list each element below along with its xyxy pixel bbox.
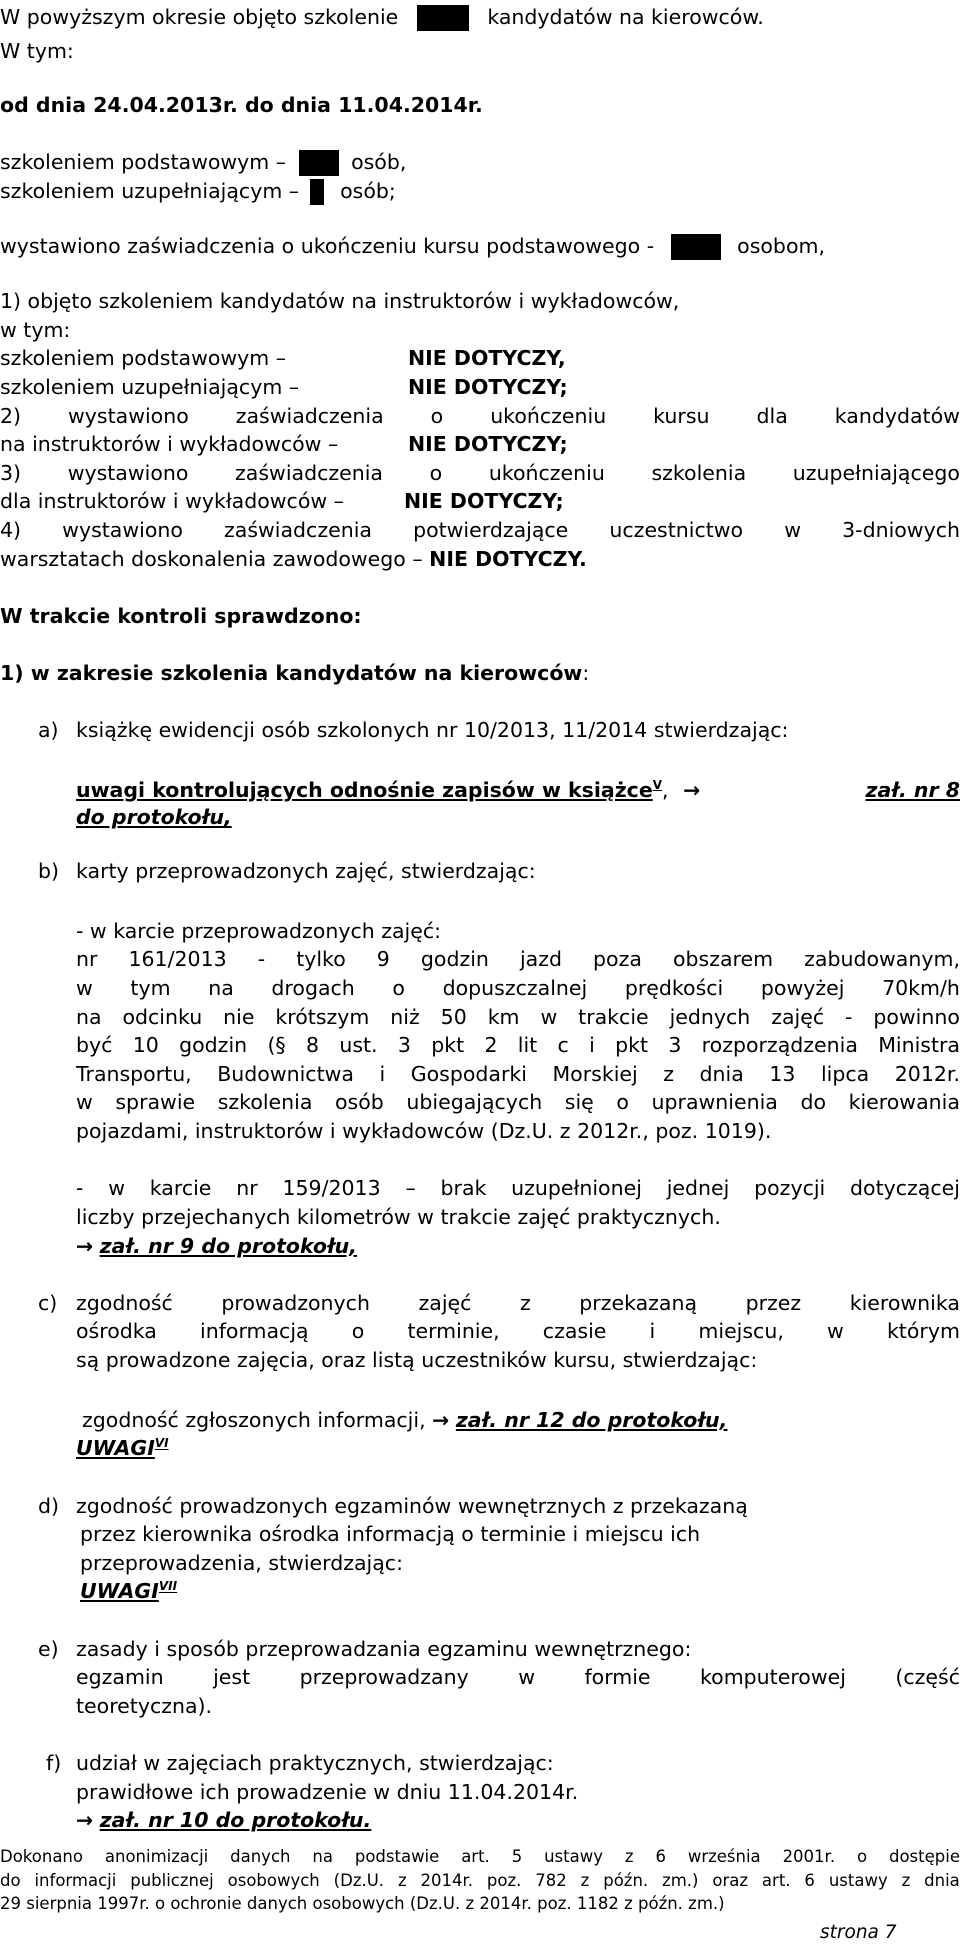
word: i <box>589 1033 595 1058</box>
word: o <box>392 976 405 1000</box>
word: nr <box>236 1176 258 1201</box>
word: z <box>519 1290 531 1315</box>
word: 2014r. <box>420 1870 474 1890</box>
point-3-line-2: dla instruktorów i wykładowców – <box>0 489 344 514</box>
footnote-ref: VII <box>158 1579 178 1594</box>
word: 8 <box>305 1033 320 1058</box>
word: godzin <box>420 947 489 972</box>
word: publicznej <box>130 1870 214 1890</box>
word: być <box>76 1033 113 1058</box>
supplementary-training-unit: osób; <box>340 178 396 203</box>
word: przez <box>745 1290 802 1315</box>
word: ust. <box>339 1033 378 1058</box>
instructors-basic-label: szkoleniem podstawowym – <box>0 346 287 371</box>
word: Budownictwa <box>217 1061 354 1086</box>
word: w <box>827 1319 844 1344</box>
word: sprawie <box>115 1090 196 1115</box>
word: ustawy <box>544 1846 603 1866</box>
word: uprawnienia <box>651 1090 778 1115</box>
attachment-ref-9: zał. nr 9 do protokołu, <box>99 1233 358 1258</box>
word: c <box>557 1033 569 1058</box>
item-c-line-1 <box>76 1290 960 1315</box>
word: danych <box>230 1846 291 1866</box>
word: zaświadczenia <box>235 460 383 485</box>
point-4-line-1 <box>0 520 960 541</box>
word: o <box>429 460 443 485</box>
card-line-7: pojazdami, instruktorów i wykładowców (Dz.U. z 2012r., poz. 1019). <box>76 1119 772 1144</box>
footer-line-1 <box>0 1846 960 1866</box>
word: osobowych <box>227 1870 320 1890</box>
word: dnia <box>924 1870 960 1890</box>
word: godzin <box>179 1033 248 1058</box>
point-2-value: NIE DOTYCZY; <box>408 432 568 457</box>
arrow-icon: → <box>683 778 701 802</box>
word: 3 <box>668 1033 682 1058</box>
item-e-line-2 <box>76 1667 960 1688</box>
arrow-icon: → <box>76 1233 94 1258</box>
word: miejscu, <box>698 1319 784 1344</box>
point-2-line-2: na instruktorów i wykładowców – <box>0 432 339 457</box>
item-b-text: karty przeprowadzonych zajęć, stwierdzając: <box>76 859 536 884</box>
word: nie <box>223 1004 255 1029</box>
instructors-basic <box>0 348 286 369</box>
word: szkolenia <box>651 460 747 485</box>
word: do <box>800 1090 827 1115</box>
word: km <box>487 1004 520 1029</box>
word: prędkości <box>624 976 724 1000</box>
word: brak <box>440 1176 487 1201</box>
instructors-line-1: 1) objęto szkoleniem kandydatów na instruktorów i wykładowców, <box>0 289 680 313</box>
word: poza <box>593 947 642 972</box>
word: zabudowanym, <box>804 947 960 972</box>
item-d-line-2: przez kierownika ośrodka informacją o terminie i miejscu ich <box>80 1522 701 1547</box>
attachment-ref-12: zał. nr 12 do protokołu, <box>455 1407 728 1432</box>
word: się <box>564 1090 594 1115</box>
word: 782 <box>535 1870 567 1890</box>
basic-training-unit: osób, <box>351 150 407 175</box>
word: dnia <box>699 1061 744 1086</box>
card-line-6 <box>76 1092 960 1113</box>
word: jazd <box>519 947 562 972</box>
word: krótszym <box>275 1004 370 1029</box>
word: wystawiono <box>67 460 189 485</box>
word: wystawiono <box>62 518 183 542</box>
control-heading: W trakcie kontroli sprawdzono: <box>0 603 362 628</box>
word: karcie <box>149 1176 212 1201</box>
word: zm.) <box>662 1870 699 1890</box>
word: na <box>208 976 234 1000</box>
point-3-value: NIE DOTYCZY; <box>404 489 564 514</box>
word: lipca <box>820 1061 870 1086</box>
word: - <box>76 1176 84 1201</box>
item-a-letter: a) <box>38 718 59 743</box>
supplementary-training-label: szkoleniem uzupełniającym – <box>0 178 300 203</box>
item-f-letter: f) <box>46 1751 62 1776</box>
word: drogach <box>271 976 355 1000</box>
word: rozporządzenia <box>701 1033 858 1058</box>
section-1-colon: : <box>582 661 590 686</box>
point-4-line-2 <box>0 546 587 571</box>
word: 2001r. <box>782 1846 836 1866</box>
item-c-uwagi <box>76 1438 169 1459</box>
instructors-supp-value: NIE DOTYCZY; <box>408 374 568 399</box>
word: pkt <box>431 1033 465 1058</box>
redaction-box <box>310 179 324 205</box>
section-1-heading <box>0 663 589 684</box>
item-c-letter: c) <box>38 1290 58 1315</box>
word: informacją <box>200 1319 309 1344</box>
word: 3-dniowych <box>842 518 960 542</box>
word: Morskiej <box>552 1061 638 1086</box>
uwagi-label: UWAGI <box>76 1436 155 1461</box>
word: 2) <box>0 403 22 428</box>
item-c-line-3: są prowadzone zajęcia, oraz listą uczestników kursu, stwierdzając: <box>76 1348 758 1373</box>
word: podstawie <box>354 1846 440 1866</box>
word: o <box>430 403 444 428</box>
comma: , <box>662 778 669 802</box>
certificates-line <box>0 234 960 260</box>
word: i <box>379 1061 386 1086</box>
word: 9 <box>376 947 390 972</box>
arrow-icon: → <box>76 1808 94 1833</box>
word: 2 <box>484 1033 498 1058</box>
intro-line-1 <box>0 5 960 31</box>
card-line-2 <box>76 978 960 999</box>
word: ustawy <box>828 1870 888 1890</box>
word: uzupełnionej <box>511 1176 642 1201</box>
certificates-unit: osobom, <box>737 233 825 258</box>
word: powinno <box>873 1004 960 1029</box>
instructors-supp: szkoleniem uzupełniającym – <box>0 374 300 399</box>
word: w <box>784 518 801 542</box>
word: (§ <box>267 1033 286 1058</box>
word: 3 <box>397 1033 411 1058</box>
word: 2012r. <box>894 1061 960 1086</box>
intro-text-b: kandydatów na kierowców. <box>487 4 764 29</box>
item-f-line-1: udział w zajęciach praktycznych, stwierdzając: <box>76 1751 554 1776</box>
word: uzupełniającego <box>792 460 960 485</box>
card-line-4 <box>76 1035 960 1056</box>
word: na <box>312 1846 333 1866</box>
item-d-uwagi <box>80 1581 177 1602</box>
word: egzamin <box>76 1665 164 1690</box>
word: informacji <box>34 1870 117 1890</box>
certificates-label: wystawiono zaświadczenia o ukończeniu kursu podstawowego - <box>0 233 655 258</box>
item-a-ref-cont: do protokołu, <box>76 805 232 830</box>
word: do <box>0 1870 21 1890</box>
word: z <box>397 1870 407 1890</box>
arrow-icon: → <box>432 1407 450 1432</box>
word: powyżej <box>760 976 845 1000</box>
word: poz. <box>486 1870 522 1890</box>
word: o <box>616 1090 629 1115</box>
page-number: strona 7 <box>820 1921 897 1943</box>
word: w <box>540 1004 558 1029</box>
word: potwierdzające <box>413 518 569 542</box>
word: 159/2013 <box>282 1176 381 1201</box>
word: dostępie <box>888 1846 960 1866</box>
word: komputerowej <box>700 1665 846 1690</box>
footer-line-3: 29 sierpnia 1997r. o ochronie danych osobowych (Dz.U. z 2014r. poz. 1182 z późn. zm.) <box>0 1894 725 1914</box>
word: (Dz.U. <box>333 1870 385 1890</box>
word: na <box>76 1004 102 1029</box>
word: nr <box>76 947 98 972</box>
word: anonimizacji <box>104 1846 209 1866</box>
word: 70km/h <box>882 976 960 1000</box>
item-c-line-2 <box>76 1321 960 1342</box>
word: dopuszczalnej <box>442 976 588 1000</box>
word: prowadzonych <box>221 1290 370 1315</box>
card-159-line-2: liczby przejechanych kilometrów w trakcie zajęć praktycznych. <box>76 1204 721 1229</box>
redaction-box <box>417 5 469 31</box>
word: pozycji <box>754 1176 826 1201</box>
footnote-ref: VI <box>154 1436 169 1451</box>
word: o <box>856 1846 868 1866</box>
intro-text-a: W powyższym okresie objęto szkolenie <box>0 4 399 29</box>
item-a-remark: uwagi kontrolujących odnośnie zapisów w książce <box>76 778 653 802</box>
word: 6 <box>804 1870 815 1890</box>
point-2-line-1 <box>0 403 960 428</box>
footer-line-2 <box>0 1870 960 1890</box>
card-line-1 <box>76 949 960 970</box>
word: lit <box>517 1033 538 1058</box>
item-d-letter: d) <box>38 1493 60 1518</box>
word: ukończeniu <box>490 403 607 428</box>
item-b-letter: b) <box>38 859 60 884</box>
basic-training-line <box>0 150 406 176</box>
section-1-title: 1) w zakresie szkolenia kandydatów na kierowców <box>0 661 583 686</box>
word: zaświadczenia <box>235 403 384 428</box>
card-intro: - w karcie przeprowadzonych zajęć: <box>76 918 442 943</box>
word: art. <box>461 1846 490 1866</box>
supplementary-training-line <box>0 179 396 205</box>
word: 10 <box>132 1033 159 1058</box>
word: oraz <box>712 1870 749 1890</box>
card-line-5 <box>76 1061 960 1086</box>
word: i <box>649 1319 656 1344</box>
item-a-text: książkę ewidencji osób szkolonych nr 10/2013, 11/2014 stwierdzając: <box>76 718 789 743</box>
word: dla <box>756 403 788 428</box>
word: dotyczącej <box>850 1176 960 1201</box>
word: jednych <box>669 1004 751 1029</box>
instructors-line-2: w tym: <box>0 317 71 342</box>
word: odcinku <box>122 1004 203 1029</box>
uwagi-label: UWAGI <box>80 1579 159 1604</box>
item-c-line-4 <box>82 1407 728 1432</box>
word: uczestnictwo <box>609 518 744 542</box>
item-e-letter: e) <box>38 1636 59 1661</box>
redaction-box <box>299 150 339 176</box>
redaction-box <box>671 234 721 260</box>
item-d-line-3: przeprowadzenia, stwierdzając: <box>80 1550 403 1575</box>
attachment-ref-8: zał. nr 8 <box>865 778 960 802</box>
card-159-line-1 <box>76 1178 960 1199</box>
item-d-line-1: zgodność prowadzonych egzaminów wewnętrznych z przekazaną <box>76 1493 748 1518</box>
word: z <box>580 1870 590 1890</box>
word: (część <box>895 1665 960 1690</box>
word: ukończeniu <box>488 460 605 485</box>
word: wystawiono <box>68 403 189 428</box>
word: jednej <box>666 1176 730 1201</box>
word: z <box>901 1870 911 1890</box>
word: ośrodka <box>76 1319 157 1344</box>
instructors-basic-value: NIE DOTYCZY, <box>408 346 566 371</box>
word: 3) <box>0 460 22 485</box>
word: – <box>405 1176 416 1201</box>
word: 5 <box>511 1846 523 1866</box>
word: tylko <box>296 947 346 972</box>
word: ubiegających <box>406 1090 543 1115</box>
word: kierowania <box>848 1090 960 1115</box>
word: z <box>663 1061 674 1086</box>
word: z <box>624 1846 634 1866</box>
word: zgodność <box>76 1290 173 1315</box>
word: 4) <box>0 518 22 542</box>
word: w <box>518 1665 535 1690</box>
item-e-line-1: zasady i sposób przeprowadzania egzaminu wewnętrznego: <box>76 1636 692 1661</box>
word: przeprowadzany <box>299 1665 469 1690</box>
item-e-line-3: teoretyczna). <box>76 1693 213 1718</box>
basic-training-label: szkoleniem podstawowym – <box>0 150 287 175</box>
item-a-remark-line <box>76 780 960 801</box>
word: szkolenia <box>217 1090 313 1115</box>
word: tym <box>130 976 171 1000</box>
word: terminie, <box>407 1319 500 1344</box>
word: 6 <box>655 1846 666 1866</box>
word: 161/2013 <box>128 947 227 972</box>
word: zaświadczenia <box>224 518 372 542</box>
word: w <box>76 1090 93 1115</box>
word: pkt <box>615 1033 649 1058</box>
word: Ministra <box>878 1033 960 1058</box>
word: 13 <box>769 1061 796 1086</box>
item-b-ref-line <box>76 1233 358 1258</box>
word: formie <box>584 1665 651 1690</box>
intro-line-2: W tym: <box>0 38 74 63</box>
footnote-ref: V <box>652 778 663 793</box>
word: osób <box>335 1090 384 1115</box>
item-c-result: zgodność zgłoszonych informacji, <box>82 1407 426 1432</box>
word: art. <box>761 1870 791 1890</box>
attachment-ref-10: zał. nr 10 do protokołu. <box>99 1808 372 1833</box>
word: którym <box>886 1319 960 1344</box>
word: w <box>108 1176 125 1201</box>
card-line-3 <box>76 1004 960 1029</box>
word: września <box>687 1846 761 1866</box>
word: Dokonano <box>0 1846 83 1866</box>
point-4-label: warsztatach doskonalenia zawodowego – <box>0 546 423 571</box>
word: kursu <box>653 403 710 428</box>
word: jest <box>213 1665 251 1690</box>
word: 50 <box>440 1004 467 1029</box>
word: czasie <box>542 1319 607 1344</box>
word: niż <box>390 1004 420 1029</box>
word: - <box>845 1004 853 1029</box>
word: Transportu, <box>76 1061 192 1086</box>
item-f-ref-line <box>76 1810 371 1831</box>
period-line: od dnia 24.04.2013r. do dnia 11.04.2014r. <box>0 93 483 118</box>
word: Gospodarki <box>410 1061 527 1086</box>
point-4-value: NIE DOTYCZY. <box>429 546 587 571</box>
word: w <box>76 976 93 1000</box>
word: - <box>257 947 266 972</box>
word: kierownika <box>849 1290 960 1315</box>
word: obszarem <box>672 947 774 972</box>
word: zajęć <box>771 1004 825 1029</box>
item-f-line-2: prawidłowe ich prowadzenie w dniu 11.04.2014r. <box>76 1779 579 1804</box>
word: trakcie <box>578 1004 649 1029</box>
word: przekazaną <box>579 1290 698 1315</box>
word: kandydatów <box>834 403 960 428</box>
word: późn. <box>603 1870 649 1890</box>
word: o <box>351 1319 365 1344</box>
word: zajęć <box>418 1290 472 1315</box>
point-3-line-1 <box>0 460 960 485</box>
